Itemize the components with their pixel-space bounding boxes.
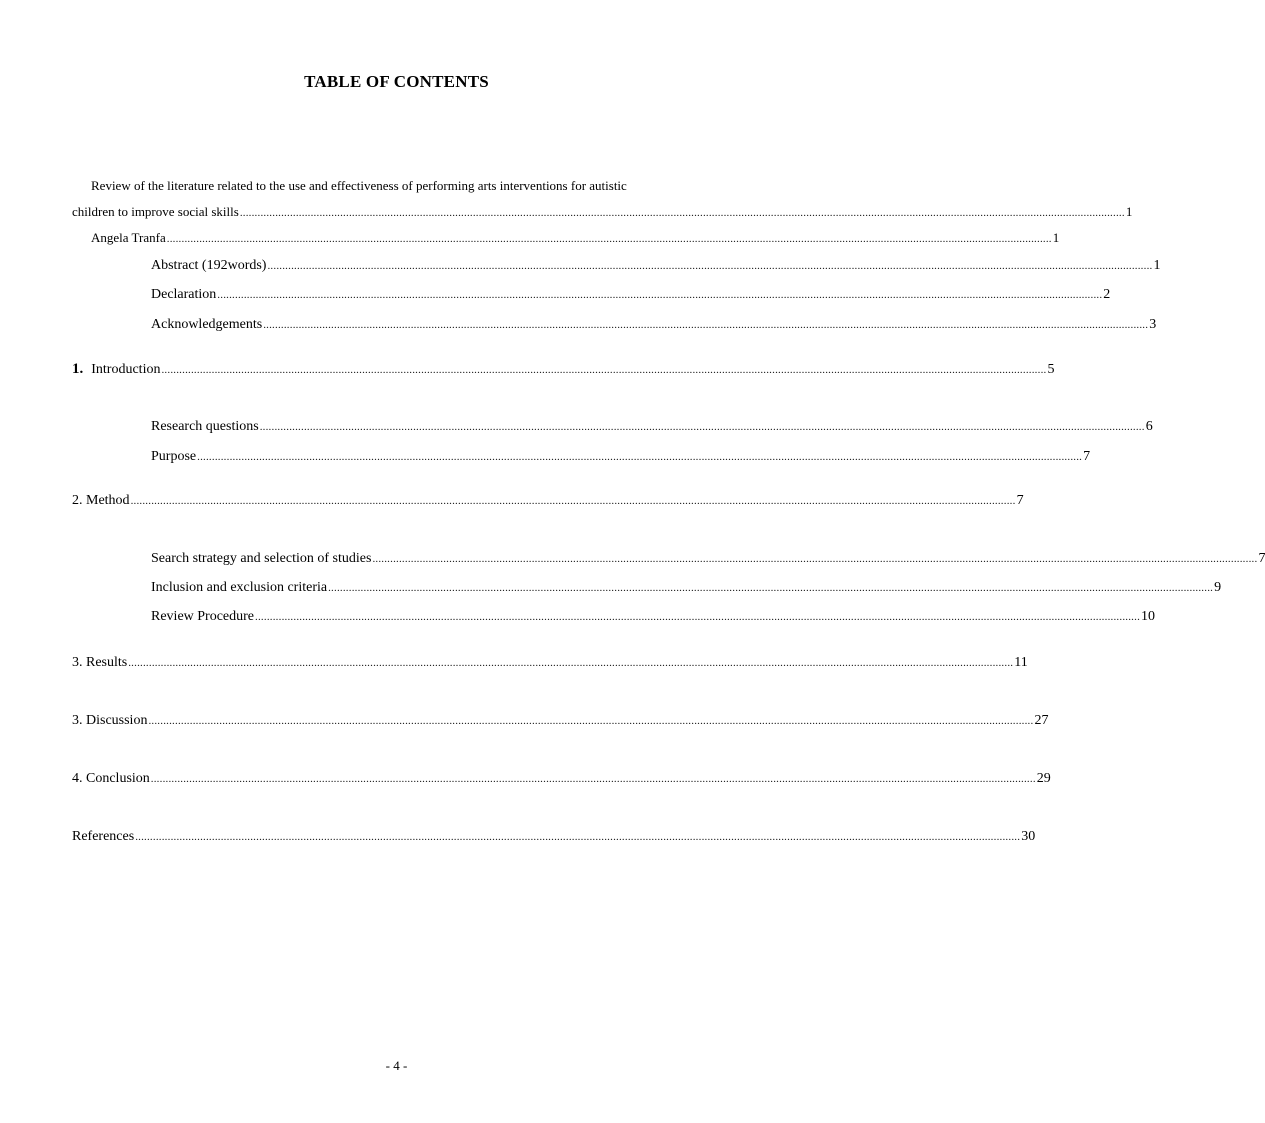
toc-page-number: 5	[1047, 362, 1055, 377]
toc-page-number: 11	[1014, 655, 1028, 670]
dot-leader: ............................................................................................................................................................................................................................................................................................................	[267, 260, 1153, 272]
toc-entry-purpose[interactable]	[151, 448, 1091, 466]
dot-leader: ............................................................................................................................................................................................................................................................................................................	[255, 611, 1141, 623]
dot-leader: ............................................................................................................................................................................................................................................................................................................	[197, 451, 1083, 463]
toc-entry-label: Inclusion and exclusion criteria	[151, 580, 328, 595]
toc-entry-abstract[interactable]	[151, 257, 1161, 275]
toc-entry-inclusion-criteria[interactable]	[151, 579, 1222, 597]
toc-page-number: 10	[1141, 609, 1156, 624]
toc-entry-label: Acknowledgements	[151, 317, 263, 332]
toc-entry-references[interactable]	[72, 828, 1036, 846]
toc-page-number: 3	[1149, 317, 1157, 332]
toc-page-number: 9	[1214, 580, 1222, 595]
toc-entry-label: Declaration	[151, 287, 217, 302]
toc-entry-conclusion[interactable]	[72, 770, 1051, 788]
toc-entry-label: Review Procedure	[151, 609, 255, 624]
toc-entry-discussion[interactable]	[72, 712, 1049, 730]
dot-leader: ............................................................................................................................................................................................................................................................................................................	[161, 364, 1047, 376]
page-title: TABLE OF CONTENTS	[304, 72, 489, 91]
section-number: 1.	[72, 361, 84, 377]
toc-entry-review-procedure[interactable]	[151, 608, 1156, 626]
toc-page-number: 7	[1258, 551, 1265, 566]
toc-entry-label: Abstract (192words)	[151, 258, 267, 273]
toc-page-number: 6	[1145, 419, 1153, 434]
dot-leader: ............................................................................................................................................................................................................................................................................................................	[259, 421, 1145, 433]
dot-leader: ............................................................................................................................................................................................................................................................................................................	[217, 289, 1103, 301]
toc-page-number: 7	[1016, 493, 1024, 508]
dot-leader: ............................................................................................................................................................................................................................................................................................................	[148, 715, 1034, 727]
dot-leader: ............................................................................................................................................................................................................................................................................................................	[328, 582, 1214, 594]
toc-page-number: 7	[1083, 449, 1091, 464]
dot-leader: ............................................................................................................................................................................................................................................................................................................	[372, 553, 1258, 565]
toc-entry-review-line1: Review of the literature related to the use and effectiveness of performing arts interventions for autistic	[91, 178, 627, 193]
toc-entry-results[interactable]	[72, 654, 1028, 672]
toc-entry-author[interactable]	[91, 229, 1060, 247]
toc-page-number: 1	[1153, 258, 1161, 273]
toc-entry-label: References	[72, 829, 135, 844]
toc-entry-label: Introduction	[91, 362, 161, 377]
toc-entry-label: Search strategy and selection of studies	[151, 551, 372, 566]
toc-page-number: 1	[1052, 230, 1060, 245]
toc-entry-label: 3. Results	[72, 655, 128, 670]
dot-leader: ............................................................................................................................................................................................................................................................................................................	[135, 831, 1021, 843]
dot-leader: ............................................................................................................................................................................................................................................................................................................	[150, 773, 1036, 785]
dot-leader: ............................................................................................................................................................................................................................................................................................................	[239, 207, 1125, 219]
dot-leader: ............................................................................................................................................................................................................................................................................................................	[263, 319, 1149, 331]
toc-entry-label: 2. Method	[72, 493, 130, 508]
toc-entry-label: 4. Conclusion	[72, 771, 150, 786]
toc-entry-label: Angela Tranfa	[91, 230, 166, 245]
toc-entry-label: children to improve social skills	[72, 204, 239, 219]
toc-entry-label: 3. Discussion	[72, 713, 148, 728]
toc-page-number: 29	[1036, 771, 1051, 786]
toc-page-number: 27	[1034, 713, 1049, 728]
toc-page-number: 2	[1103, 287, 1111, 302]
toc-page-number: 1	[1125, 204, 1133, 219]
toc-entry-method[interactable]	[72, 492, 1024, 510]
toc-entry-introduction[interactable]	[72, 360, 1055, 378]
toc-entry-declaration[interactable]	[151, 286, 1111, 304]
page-number-footer: - 4 -	[385, 1058, 408, 1073]
toc-entry-search-strategy[interactable]	[151, 550, 1265, 568]
toc-entry-label: Research questions	[151, 419, 259, 434]
dot-leader: ............................................................................................................................................................................................................................................................................................................	[130, 495, 1016, 507]
toc-entry-research-questions[interactable]	[151, 418, 1153, 436]
toc-entry-label: Purpose	[151, 449, 197, 464]
dot-leader: ............................................................................................................................................................................................................................................................................................................	[166, 233, 1052, 245]
toc-page-number: 30	[1021, 829, 1036, 844]
toc-entry-review[interactable]	[72, 203, 1133, 221]
dot-leader: ............................................................................................................................................................................................................................................................................................................	[128, 657, 1014, 669]
toc-entry-acknowledgements[interactable]	[151, 316, 1157, 334]
